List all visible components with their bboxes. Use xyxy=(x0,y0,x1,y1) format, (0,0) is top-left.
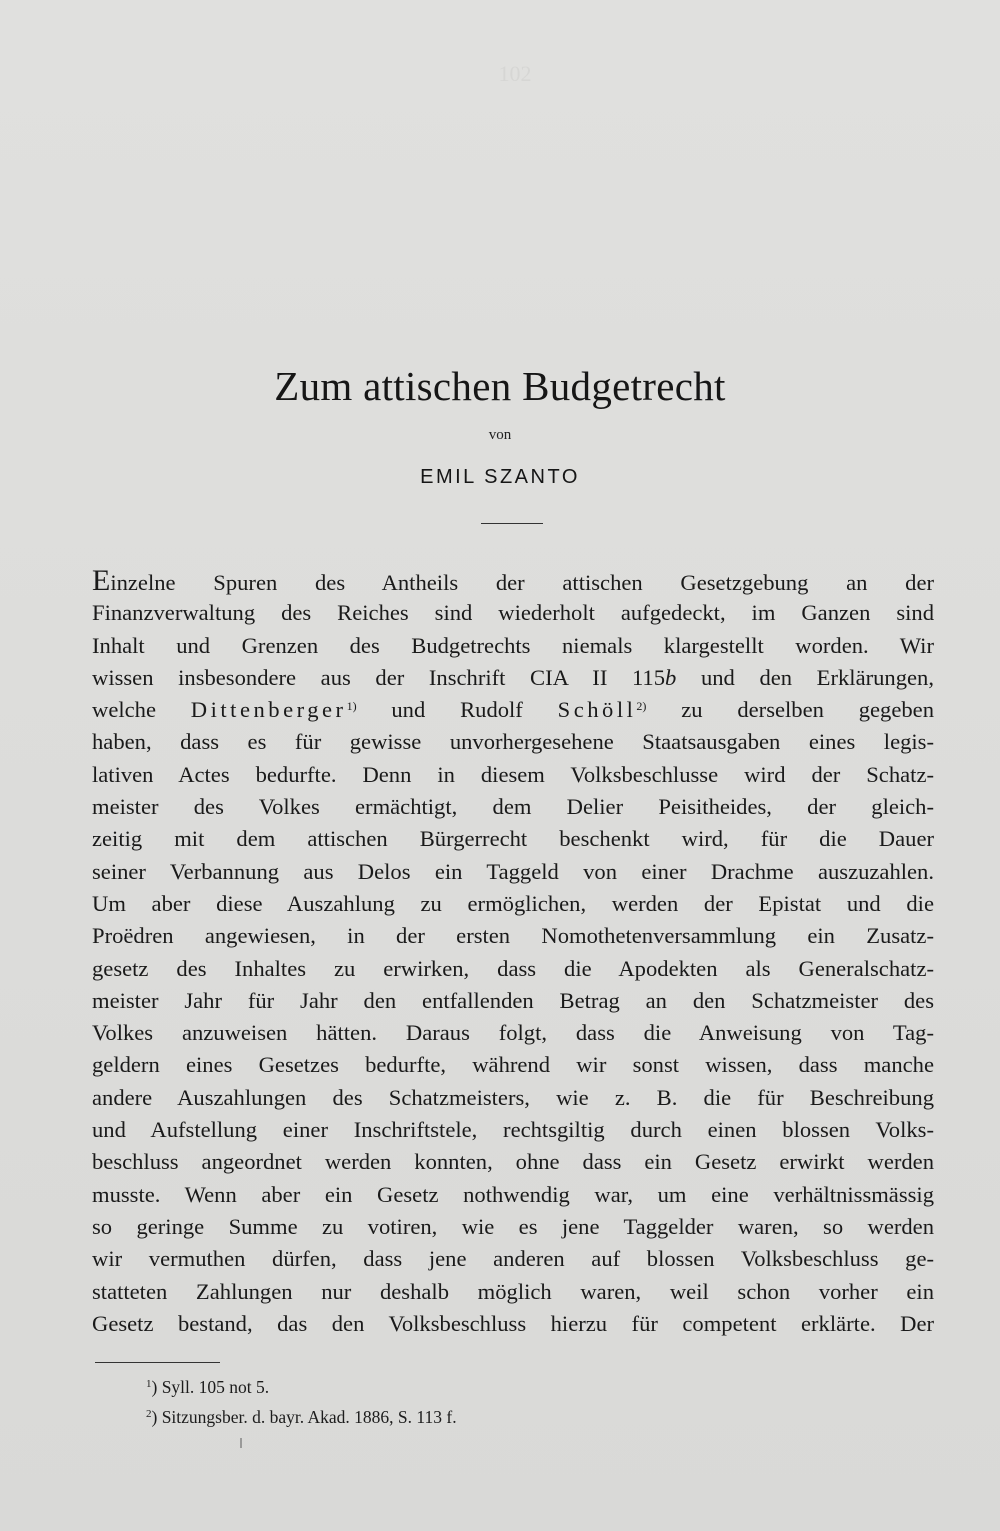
footnote-2-number: 2 xyxy=(146,1408,152,1420)
show-through-text xyxy=(95,58,935,154)
body-line xyxy=(92,985,934,1017)
spaced-name: Schöll xyxy=(557,697,637,723)
body-line xyxy=(92,1276,934,1308)
body-line xyxy=(92,662,934,694)
footnote-1-text: ) Syll. 105 not 5. xyxy=(151,1377,270,1397)
text-run: wir vermuthen dürfen, dass jene anderen auf blossen Volksbeschluss ge- xyxy=(92,1246,934,1272)
body-line xyxy=(92,694,934,726)
body-line xyxy=(92,630,934,662)
footnotes xyxy=(146,1372,457,1432)
text-run: und den Erklärungen, xyxy=(676,664,934,690)
text-run: zeitig mit dem attischen Bürgerrecht beschenkt wird, für die Dauer xyxy=(92,826,934,852)
body-line xyxy=(92,1211,934,1243)
article-body xyxy=(92,565,934,1340)
article-title: Zum attischen Budgetrecht xyxy=(274,363,726,409)
text-run: musste. Wenn aber ein Gesetz nothwendig war, um eine verhältnissmässig xyxy=(92,1181,934,1207)
text-run: haben, dass es für gewisse unvorhergesehene Staatsausgaben eines legis- xyxy=(92,729,934,755)
text-run: statteten Zahlungen nur deshalb möglich waren, weil schon vorher ein xyxy=(92,1278,934,1304)
body-line xyxy=(92,726,934,758)
text-run: und Rudolf xyxy=(356,697,558,723)
spaced-name: Dittenberger xyxy=(190,697,347,723)
text-run: welche xyxy=(92,697,191,723)
body-line xyxy=(92,856,934,888)
body-line xyxy=(92,888,934,920)
body-line xyxy=(92,1049,934,1081)
text-run: geldern eines Gesetzes bedurfte, während wir sonst wissen, dass manche xyxy=(92,1052,934,1078)
footnote-1-number: 1 xyxy=(146,1378,152,1390)
text-run: Finanzverwaltung des Reiches sind wiederholt aufgedeckt, im Ganzen sind xyxy=(92,600,934,626)
text-run: Volkes anzuweisen hätten. Daraus folgt, dass die Anweisung von Tag- xyxy=(92,1020,934,1046)
text-run: gesetz des Inhaltes zu erwirken, dass die Apodekten als Generalschatz- xyxy=(92,955,934,981)
text-run: so geringe Summe zu votiren, wie es jene Taggelder waren, so werden xyxy=(92,1213,934,1239)
initial-letter: E xyxy=(92,564,111,597)
body-line xyxy=(92,953,934,985)
paper-speck xyxy=(240,1438,242,1448)
body-line xyxy=(92,1146,934,1178)
body-line xyxy=(92,1082,934,1114)
text-run: beschluss angeordnet werden konnten, ohne dass ein Gesetz erwirkt werden xyxy=(92,1149,934,1175)
body-line xyxy=(92,920,934,952)
footnote-rule xyxy=(95,1362,220,1363)
body-line xyxy=(92,1179,934,1211)
body-line xyxy=(92,823,934,855)
byline-von: von xyxy=(488,427,512,443)
italic-text: b xyxy=(665,664,677,690)
text-run: lativen Actes bedurfte. Denn in diesem Volksbeschlusse wird der Schatz- xyxy=(92,761,934,787)
footnote-ref: 1) xyxy=(346,699,357,714)
text-run: seiner Verbannung aus Delos ein Taggeld von einer Drachme auszuzahlen. xyxy=(92,858,934,884)
text-run: Um aber diese Auszahlung zu ermöglichen, werden der Epistat und die xyxy=(92,890,934,916)
body-line xyxy=(92,1308,934,1340)
text-run: meister Jahr für Jahr den entfallenden Betrag an den Schatzmeister des xyxy=(92,987,934,1013)
footnote-2-text: ) Sitzungsber. d. bayr. Akad. 1886, S. 113 f. xyxy=(151,1407,457,1427)
body-line xyxy=(92,791,934,823)
body-line xyxy=(92,597,934,629)
text-run: Inhalt und Grenzen des Budgetrechts niemals klargestellt worden. Wir xyxy=(92,632,934,658)
body-line xyxy=(92,759,934,791)
text-run: meister des Volkes ermächtigt, dem Delier Peisitheides, der gleich- xyxy=(92,794,934,820)
text-run: wissen insbesondere aus der Inschrift CIA II 115 xyxy=(92,664,666,690)
footnote-2 xyxy=(146,1402,457,1432)
body-line xyxy=(92,1243,934,1275)
text-run: inzelne Spuren des Antheils der attischen Gesetzgebung an der xyxy=(110,570,934,595)
title-divider xyxy=(481,523,543,524)
body-line xyxy=(92,1017,934,1049)
text-run: Gesetz bestand, das den Volksbeschluss hierzu für competent erklärte. Der xyxy=(92,1310,934,1336)
author-name: EMIL SZANTO xyxy=(420,466,580,488)
footnote-1 xyxy=(146,1372,457,1402)
text-run: zu derselben gegeben xyxy=(646,697,934,723)
body-line xyxy=(92,1114,934,1146)
text-run: andere Auszahlungen des Schatzmeisters, wie z. B. die für Beschreibung xyxy=(92,1084,934,1110)
body-line xyxy=(92,565,934,597)
text-run: Proëdren angewiesen, in der ersten Nomothetenversammlung ein Zusatz- xyxy=(92,923,934,949)
footnote-ref: 2) xyxy=(636,699,647,714)
text-run: und Aufstellung einer Inschriftstele, rechtsgiltig durch einen blossen Volks- xyxy=(92,1117,934,1143)
